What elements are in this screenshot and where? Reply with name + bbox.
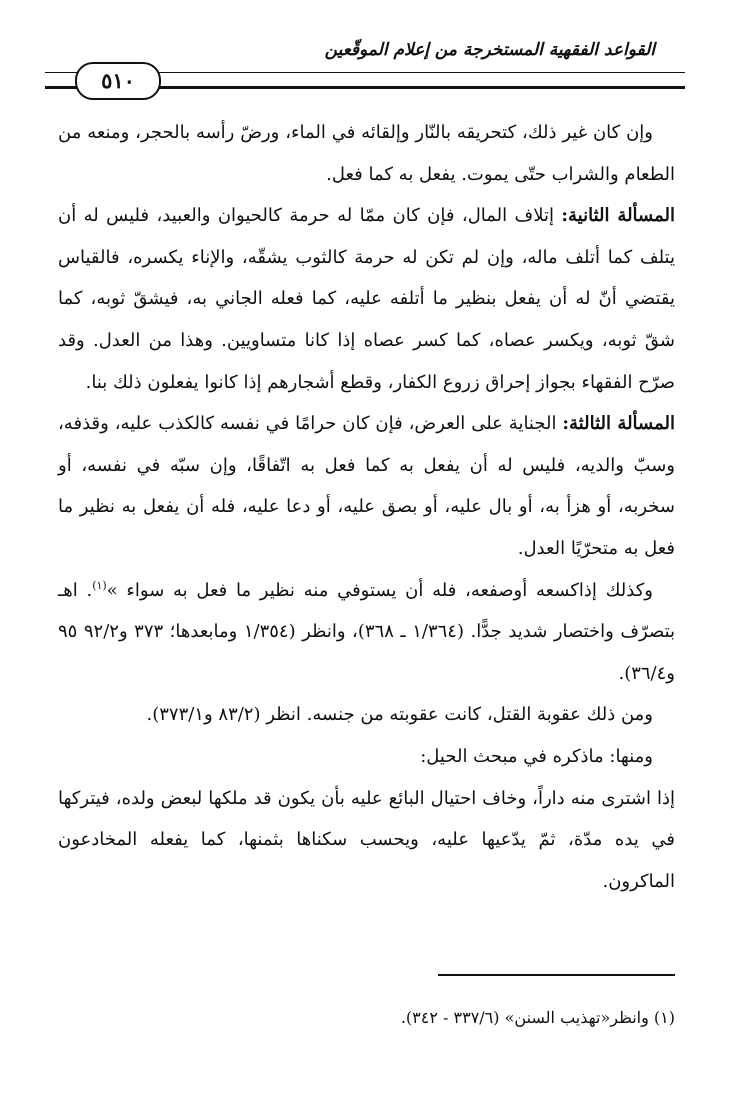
paragraph [58, 778, 675, 903]
paragraph-text: إذا اشترى منه داراً، وخاف احتيال البائع عليه بأن يكون قد ملكها لبعض ولده، فيتركها في يده مدّة، ثمّ يدّعيها عليه، ويحسب سكناها بثمنها، كما يفعله المخادعون الماكرون. [58, 787, 675, 892]
footnote: (١) وانظر«تهذيب السنن» (٣٣٧/٦ - ٣٤٢). [400, 1008, 675, 1027]
section-term: المسألة الثالثة: [562, 413, 675, 435]
paragraph [58, 112, 675, 195]
running-title: القواعد الفقهية المستخرجة من إعلام الموقّعين [324, 40, 655, 60]
paragraph-text: . اهـ بتصرّف واختصار شديد جدًّا. (١/٣٦٤ ـ ٣٦٨)، وانظر (١/٣٥٤ ومابعدها؛ ٣٧٣ و٩٢/٢ ٩٥ و٣٦/٤). [58, 579, 676, 684]
paragraph [58, 570, 675, 695]
paragraph [58, 195, 675, 403]
paragraph-text: وكذلك إذاكسعه أوصفعه، فله أن يستوفي منه نظير ما فعل به سواء » [106, 579, 653, 601]
paragraph-text: ومن ذلك عقوبة القتل، كانت عقوبته من جنسه. انظر (٨٣/٢ و٣٧٣/١). [146, 704, 653, 726]
paragraph-text: الجناية على العرض، فإن كان حرامًا في نفسه كالكذب عليه، وقذفه، وسبّ والديه، فليس له أن يفعل به كما فعل به اتّفاقًا، وإن سبّه في نفسه، أو سخربه، أو هزأ به، أو بال عليه، أو بصق عليه، أو دعا عليه، فله أن يفعل به نظير ما فعل به متحرّيًا العدل. [58, 413, 675, 559]
paragraph [58, 403, 675, 569]
paragraph [58, 736, 675, 778]
main-text [58, 112, 675, 902]
footnote-separator [438, 974, 675, 976]
paragraph-text: وإن كان غير ذلك، كتحريقه بالنّار وإلقائه في الماء، ورضّ رأسه بالحجر، ومنعه من الطعام والشراب حتّى يموت. يفعل به كما فعل. [58, 122, 675, 185]
page-header [45, 38, 685, 108]
footnote-marker: (١) [92, 578, 107, 592]
paragraph-text: ومنها: ماذكره في مبحث الحيل: [420, 745, 653, 767]
paragraph [58, 694, 675, 736]
page-number: ٥١٠ [75, 62, 161, 100]
section-term: المسألة الثانية: [561, 205, 675, 227]
paragraph-text: إتلاف المال، فإن كان ممّا له حرمة كالحيوان والعبيد، فليس له أن يتلف كما أتلف ماله، وإن لم تكن له حرمة كالثوب يشقّه، والإناء يكسره، فالقياس يقتضي أنّ له أن يفعل بنظير ما أتلفه عليه، كما فعله الجاني به، فيشقّ ثوبه، كما شقّ ثوبه، ويكسر عصاه، كما كسر عصاه إذا كانا متساويين. وهذا من العدل. وقد صرّح الفقهاء بجواز إحراق زروع الكفار، وقطع أشجارهم إذا كانوا يفعلون ذلك بنا. [58, 205, 675, 393]
